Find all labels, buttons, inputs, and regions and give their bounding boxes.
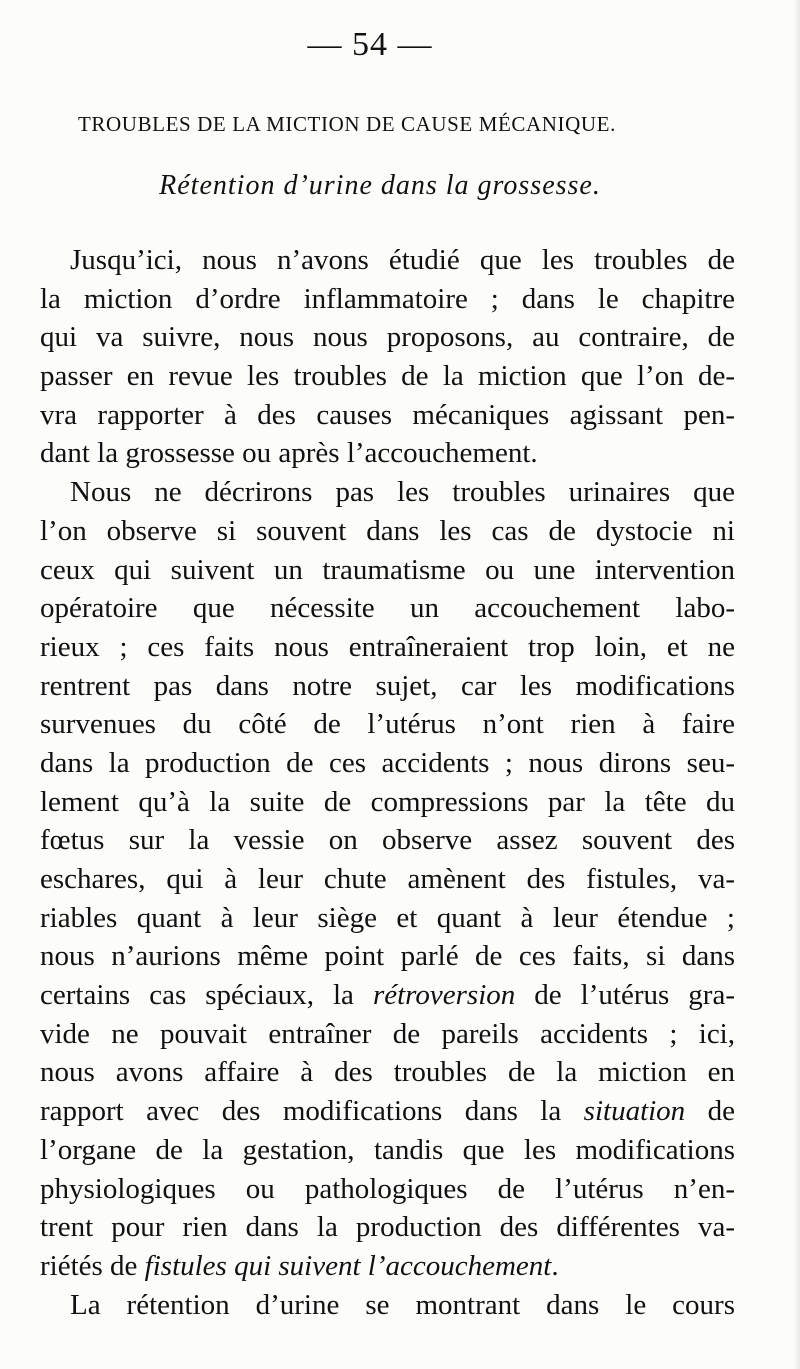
section-title: Rétention d’urine dans la grossesse. — [159, 170, 601, 201]
text-line: nous n’aurions même point parlé de ces faits, si dans — [40, 940, 735, 973]
text-line: ceux qui suivent un traumatisme ou une intervention — [40, 553, 735, 586]
page-edge-shadow — [794, 0, 800, 1369]
chapter-title: TROUBLES DE LA MICTION DE CAUSE MÉCANIQUE. — [78, 112, 616, 136]
text-line: l’on observe si souvent dans les cas de dystocie ni — [40, 514, 735, 547]
text-line: riables quant à leur siège et quant à leur étendue ; — [40, 901, 735, 934]
text-line: trent pour rien dans la production des différentes va- — [40, 1211, 735, 1244]
text-line: dans la production de ces accidents ; nous dirons seu- — [40, 746, 735, 779]
text-line: lement qu’à la suite de compressions par la tête du — [40, 785, 735, 818]
text-line: physiologiques ou pathologiques de l’utérus n’en- — [40, 1172, 735, 1205]
text-line: vide ne pouvait entraîner de pareils accidents ; ici, — [40, 1017, 735, 1050]
page-number: — 54 — — [307, 26, 433, 63]
text-line: rieux ; ces faits nous entraîneraient trop loin, et ne — [40, 630, 735, 663]
text-line: survenues du côté de l’utérus n’ont rien à faire — [40, 708, 735, 741]
text-line: qui va suivre, nous nous proposons, au contraire, de — [40, 321, 735, 354]
text-line: dant la grossesse ou après l’accouchement. — [40, 437, 538, 470]
text-line: l’organe de la gestation, tandis que les modifications — [40, 1133, 735, 1166]
text-line: rapport avec des modifications dans la situation de — [40, 1095, 735, 1128]
text-line: La rétention d’urine se montrant dans le cours — [70, 1288, 735, 1321]
body-text — [40, 241, 735, 1324]
text-line: opératoire que nécessite un accouchement labo- — [40, 592, 735, 625]
text-line: passer en revue les troubles de la miction que l’on de- — [40, 360, 735, 393]
text-line: fœtus sur la vessie on observe assez souvent des — [40, 824, 735, 857]
text-line: Jusqu’ici, nous n’avons étudié que les troubles de — [70, 244, 735, 276]
text-line: riétés de fistules qui suivent l’accouchement. — [40, 1249, 559, 1282]
text-line: vra rapporter à des causes mécaniques agissant pen- — [40, 398, 735, 431]
text-line: Nous ne décrirons pas les troubles urinaires que — [70, 476, 735, 509]
text-line: nous avons affaire à des troubles de la miction en — [40, 1056, 735, 1089]
text-line: certains cas spéciaux, la rétroversion de l’utérus gra- — [40, 979, 735, 1012]
text-line: la miction d’ordre inflammatoire ; dans le chapitre — [40, 282, 735, 315]
text-line: rentrent pas dans notre sujet, car les modifications — [40, 669, 735, 702]
text-line: eschares, qui à leur chute amènent des fistules, va- — [40, 863, 735, 895]
